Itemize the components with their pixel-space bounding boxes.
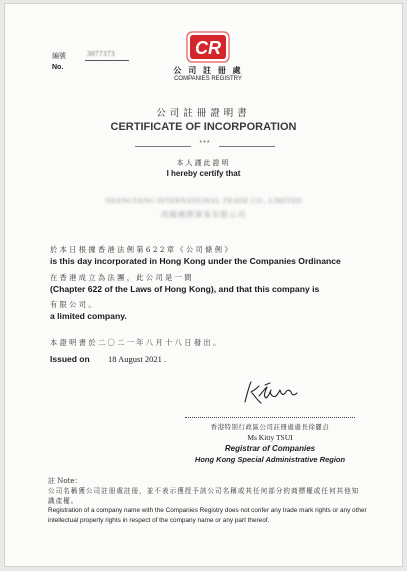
certificate-title-en: CERTIFICATE OF INCORPORATION xyxy=(110,121,297,133)
body-line2-zh: 在香港成立為法團，此公司是一間 xyxy=(50,273,194,282)
companies-registry-logo xyxy=(186,31,230,63)
note-label: 註 Note： xyxy=(48,477,82,485)
registration-no-underline xyxy=(85,60,129,61)
registry-name-zh: 公 司 註 冊 處 xyxy=(173,65,243,75)
body-line1-en: is this day incorporated in Hong Kong under the Companies Ordinance xyxy=(50,256,341,266)
signatory-title-en: Registrar of Companies xyxy=(224,444,316,453)
issue-date: 18 August 2021 . xyxy=(108,354,167,364)
body-line3-zh: 有限公司。 xyxy=(50,300,98,309)
company-name-zh: 尚陽國際貿易有限公司 xyxy=(161,210,246,219)
signature-dotted-line xyxy=(185,417,355,418)
title-divider-right xyxy=(219,146,275,147)
certificate-title-zh: 公司註冊證明書 xyxy=(156,108,251,119)
note-text-zh: 公司名稱獲公司註冊處註冊，並不表示獲授予該公司名稱或其任何部分的商標權或任何其他知識產權。 xyxy=(48,487,360,505)
registry-name-en: COMPANIES REGISTRY xyxy=(174,76,242,82)
certify-statement-en: I hereby certify that xyxy=(166,169,241,178)
title-stars: *** xyxy=(199,140,211,147)
company-name-en: SHANGYANG INTERNATIONAL TRADE CO., LIMITED xyxy=(105,196,302,205)
issue-statement-zh: 本證明書於二〇二一年八月十八日發出。 xyxy=(50,338,223,347)
issued-on-label: Issued on xyxy=(50,354,90,364)
certificate-sheet xyxy=(4,3,403,567)
registrar-signature xyxy=(239,376,303,408)
body-line3-en: a limited company. xyxy=(50,311,127,321)
signatory-name: Ms Kitty TSUI xyxy=(247,433,293,442)
certify-statement-zh: 本人謹此證明 xyxy=(176,159,231,167)
body-line2-en: (Chapter 622 of the Laws of Hong Kong), and that this company is xyxy=(50,284,320,294)
title-divider-left xyxy=(135,146,191,147)
logo-text: CR xyxy=(195,38,221,58)
registration-no-label-en: No. xyxy=(52,64,64,71)
signatory-title-zh: 香港特別行政區公司註冊處處長徐麗貞 xyxy=(210,423,330,431)
note-text-en: Registration of a company name with the Companies Registry does not confer any trade mark rights or any other intellectual property rights in respect of the company name or any part thereof. xyxy=(48,507,367,524)
body-line1-zh: 於本日根據香港法例第622章《公司條例》 xyxy=(50,245,234,254)
registration-no-label-zh: 編號 xyxy=(52,52,66,60)
signatory-department-en: Hong Kong Special Administrative Region xyxy=(194,455,346,464)
registration-no-value: 3077373 xyxy=(87,50,115,58)
